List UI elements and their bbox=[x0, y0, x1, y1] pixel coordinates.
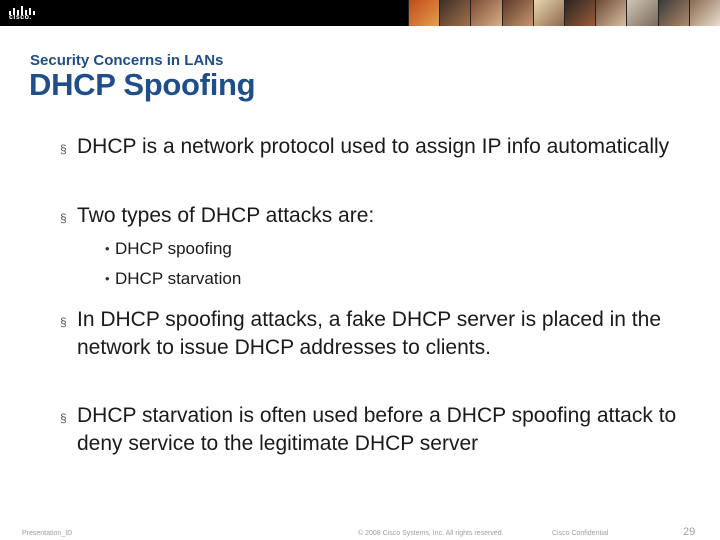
footer-confidential: Cisco Confidential bbox=[552, 530, 609, 537]
photo-tile bbox=[533, 0, 564, 26]
photo-tile bbox=[439, 0, 470, 26]
header-bar bbox=[0, 0, 720, 26]
photo-tile bbox=[626, 0, 657, 26]
bullet-marker-icon: § bbox=[60, 142, 67, 156]
bullet-marker-icon: § bbox=[60, 211, 67, 225]
photo-tile bbox=[689, 0, 720, 26]
footer-copyright: © 2008 Cisco Systems, Inc. All rights reserved. bbox=[358, 530, 504, 537]
bullet-text: DHCP is a network protocol used to assign IP info automatically bbox=[77, 135, 670, 158]
slide-title: DHCP Spoofing bbox=[29, 67, 256, 102]
photo-tile bbox=[595, 0, 626, 26]
sub-bullet-text: DHCP starvation bbox=[115, 269, 242, 288]
bullet-text: Two types of DHCP attacks are: bbox=[77, 204, 375, 227]
photo-tile bbox=[470, 0, 501, 26]
photo-tile bbox=[502, 0, 533, 26]
bullet-text: DHCP starvation is often used before a DHCP spoofing attack to deny service to the legitimate DHCP server bbox=[77, 404, 677, 455]
slide-subtitle: Security Concerns in LANs bbox=[30, 52, 224, 69]
photo-tile bbox=[564, 0, 595, 26]
sub-bullet-item bbox=[105, 239, 515, 259]
sub-bullet-dot-icon: • bbox=[105, 271, 110, 286]
sub-bullet-text: DHCP spoofing bbox=[115, 239, 232, 258]
cisco-logo bbox=[8, 3, 42, 23]
bullet-text: In DHCP spoofing attacks, a fake DHCP server is placed in the network to issue DHCP addresses to clients. bbox=[77, 308, 662, 359]
photo-tile bbox=[658, 0, 689, 26]
bullet-item bbox=[60, 306, 680, 362]
photo-tile bbox=[408, 0, 439, 26]
bullet-marker-icon: § bbox=[60, 315, 67, 329]
logo-text: cisco. bbox=[9, 14, 32, 21]
bullet-item bbox=[60, 402, 680, 458]
bullet-item bbox=[60, 133, 680, 161]
bullet-marker-icon: § bbox=[60, 411, 67, 425]
sub-bullet-item bbox=[105, 269, 515, 289]
sub-bullet-dot-icon: • bbox=[105, 241, 110, 256]
footer-presentation-id: Presentation_ID bbox=[22, 530, 73, 537]
bullet-item bbox=[60, 202, 680, 230]
people-photo-strip bbox=[408, 0, 720, 26]
page-number: 29 bbox=[683, 526, 696, 538]
